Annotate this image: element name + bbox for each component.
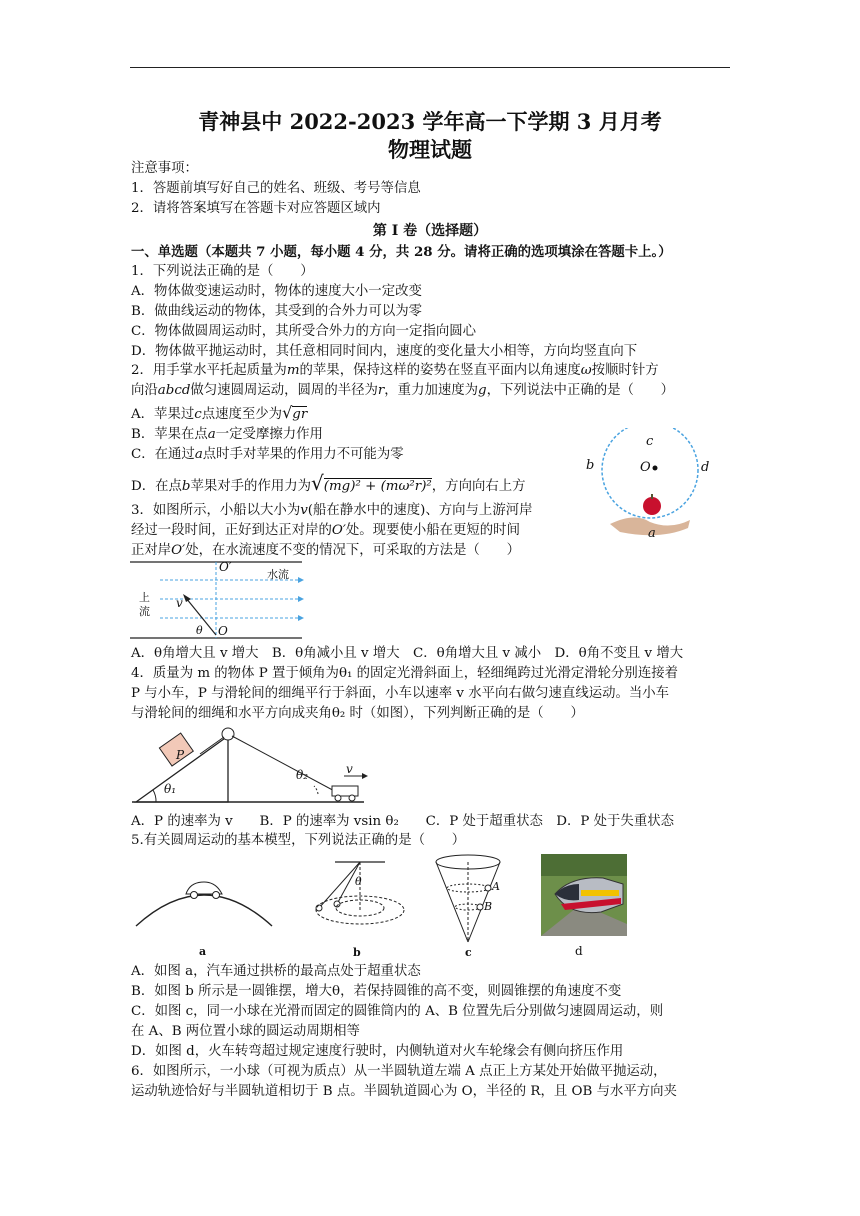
- label-upstream: 流: [139, 605, 150, 618]
- trees: [541, 854, 627, 876]
- symbol-m: m: [286, 363, 300, 378]
- flow-arrow-icon: [298, 615, 304, 621]
- sqrt-icon: √: [311, 471, 324, 495]
- text: D．在点: [131, 479, 182, 494]
- text: (船在静水中的速度)、方向与上游河岸: [307, 503, 533, 518]
- sqrt-icon: √: [282, 403, 293, 422]
- q6-line2: 运动轨迹恰好与半圆轨道相切于 B 点。半圆轨道圆心为 O，半径的 R，且 OB 与水平方向夹: [131, 1084, 677, 1099]
- wheel-icon: [191, 892, 198, 899]
- caption-a: a: [199, 945, 207, 958]
- flow-arrow-icon: [298, 577, 304, 583]
- q5-figure-a: [134, 868, 274, 928]
- caption-c: c: [465, 946, 472, 959]
- q5-option-c: C．如图 c，同一小球在光滑而固定的圆锥筒内的 A、B 位置先后分别做匀速圆周运动，则: [131, 1004, 664, 1019]
- apple-stem: [651, 494, 653, 499]
- symbol-g: g: [478, 383, 487, 398]
- text: B．苹果在点: [131, 427, 208, 442]
- q2-option-b: [131, 426, 323, 444]
- text: 苹果对手的作用力为: [190, 479, 312, 494]
- ball-icon: [485, 885, 491, 891]
- notice-item: 2．请将答案填写在答题卡对应答题区域内: [131, 201, 381, 216]
- label-theta: θ: [196, 624, 203, 637]
- q1-stem: 1．下列说法正确的是（ ）: [131, 264, 314, 279]
- q2-option-a: [131, 404, 307, 424]
- symbol-oprime: O′: [171, 543, 186, 558]
- cone-side: [436, 862, 468, 942]
- center-dot: [653, 466, 658, 471]
- symbol-a: a: [207, 427, 216, 442]
- angle-arc: [153, 790, 156, 802]
- velocity-arrow-icon: [183, 594, 191, 602]
- caption-d: d: [575, 944, 583, 958]
- label-o: O: [218, 624, 228, 638]
- text: 处。现要使小船在更短的时间: [345, 523, 520, 538]
- notice-item: 1．答题前填写好自己的姓名、班级、考号等信息: [131, 181, 421, 196]
- label-o: O: [640, 460, 651, 475]
- label-theta2: θ₂: [296, 768, 309, 782]
- q4-line3: 与滑轮间的细绳和水平方向成夹角θ₂ 时（如图），下列判断正确的是（ ）: [131, 706, 584, 721]
- text: 点时手对苹果的作用力不可能为零: [202, 447, 404, 462]
- label-p: P: [176, 748, 185, 762]
- q5-option-a: A．如图 a，汽车通过拱桥的最高点处于超重状态: [131, 964, 421, 979]
- q5-stem: 5.有关圆周运动的基本模型，下列说法正确的是（ ）: [131, 833, 466, 848]
- ball-icon: [477, 904, 483, 910]
- rope: [232, 736, 340, 794]
- text: 一定受摩擦力作用: [215, 427, 323, 442]
- text: A．苹果过: [131, 407, 195, 422]
- label-v: v: [176, 596, 183, 610]
- text: 2．用手掌水平托起质量为: [131, 363, 287, 378]
- label-b: b: [586, 458, 595, 473]
- q6-line1: 6．如图所示，一小球（可视为质点）从一半圆轨道左端 A 点正上方某处开始做平抛运动，: [131, 1064, 667, 1079]
- label-v: v: [346, 762, 353, 776]
- label-water: 水流: [267, 568, 289, 581]
- velocity-arrow-icon: [362, 773, 368, 779]
- label-c: c: [646, 434, 654, 449]
- symbol-b: b: [181, 479, 191, 494]
- label-oprime: O′: [219, 560, 232, 574]
- text: 向沿: [131, 383, 158, 398]
- train-stripe: [581, 890, 619, 896]
- q5-figure-c: [428, 852, 508, 946]
- q5-figure-b: [305, 858, 415, 938]
- caption-b: b: [353, 946, 361, 959]
- symbol-abcd: abcd: [157, 383, 191, 398]
- ball-icon: [316, 905, 322, 911]
- q3-options: A．θ角增大且 v 增大 B．θ角减小且 v 增大 C．θ角增大且 v 减小 D．θ角不变且 v 增大: [131, 646, 684, 661]
- symbol-c: c: [194, 407, 202, 422]
- text: ，方向向右上方: [431, 479, 526, 494]
- text: 经过一段时间，正好到达正对岸的: [131, 523, 332, 538]
- sqrt-gr: gr: [292, 407, 308, 422]
- text: 点速度至少为: [201, 407, 283, 422]
- q4-options: A．P 的速率为 v B．P 的速率为 vsin θ₂ C．P 处于超重状态 D．P 处于失重状态: [131, 814, 674, 829]
- apple-icon: [643, 497, 661, 515]
- notice-heading: 注意事项：: [131, 161, 198, 176]
- exam-subtitle: 物理试题: [388, 137, 472, 162]
- arch-bridge: [136, 895, 272, 926]
- exam-title: 青神县中 2022-2023 学年高一下学期 3 月月考: [198, 109, 662, 134]
- pulley-icon: [222, 728, 234, 740]
- q2-stem-line2: [131, 382, 674, 400]
- q2-option-d: [131, 471, 526, 496]
- q5-option-b: B．如图 b 所示是一圆锥摆，增大θ，若保持圆锥的高不变，则圆锥摆的角速度不变: [131, 984, 622, 999]
- formula: (mg)² + (mω²r)²: [323, 479, 432, 494]
- q2-stem-line1: [131, 362, 659, 380]
- q5-figure-d-train-photo: [541, 854, 627, 936]
- q4-line2: P 与小车，P 与滑轮间的细绳平行于斜面，小车以速率 v 水平向右做匀速直线运动。当小车: [131, 686, 670, 701]
- label-theta: θ: [355, 875, 362, 888]
- text: 做匀速圆周运动，圆周的半径为: [190, 383, 378, 398]
- q3-line2: [131, 522, 520, 540]
- text: 正对岸: [131, 543, 172, 558]
- text: ，重力加速度为: [384, 383, 479, 398]
- label-B: B: [484, 900, 493, 913]
- label-A: A: [492, 880, 500, 893]
- q5-option-d: D．如图 d，火车转弯超过规定速度行驶时，内侧轨道对火车轮缘会有侧向挤压作用: [131, 1044, 624, 1059]
- q1-option-b: B．做曲线运动的物体，其受到的合外力可以为零: [131, 304, 423, 319]
- label-d: d: [701, 460, 710, 475]
- label-a: a: [648, 526, 656, 541]
- wheel-icon: [335, 795, 341, 801]
- symbol-v: v: [300, 503, 308, 518]
- symbol-omega: ω: [580, 363, 592, 378]
- text: 按顺时针方: [591, 363, 659, 378]
- part-heading: 一、单选题（本题共 7 小题，每小题 4 分，共 28 分。请将正确的选项填涂在答题卡上。）: [131, 244, 672, 260]
- text: 的苹果，保持这样的姿势在竖直平面内以角速度: [299, 363, 581, 378]
- section-title: 第 I 卷（选择题）: [372, 223, 488, 239]
- flow-arrow-icon: [298, 596, 304, 602]
- q2-option-c: [131, 446, 404, 464]
- q4-line1: 4．质量为 m 的物体 P 置于倾角为θ₁ 的固定光滑斜面上，轻细绳跨过光滑定滑轮分别连接着: [131, 666, 678, 681]
- label-theta1: θ₁: [164, 782, 177, 796]
- wheel-icon: [213, 892, 220, 899]
- wheel-icon: [349, 795, 355, 801]
- rope: [200, 737, 224, 754]
- header-rule: [130, 67, 730, 68]
- symbol-oprime: O′: [331, 523, 346, 538]
- text: 处，在水流速度不变的情况下，可采取的方法是（ ）: [185, 543, 520, 558]
- q1-option-a: A．物体做变速运动时，物体的速度大小一定改变: [131, 284, 422, 299]
- text: ，下列说法中正确的是（ ）: [486, 383, 675, 398]
- label-upstream: 上: [139, 591, 150, 604]
- text: 3．如图所示，小船以大小为: [131, 503, 301, 518]
- q1-option-d: D．物体做平抛运动时，其任意相同时间内，速度的变化量大小相等，方向均竖直向下: [131, 344, 638, 359]
- text: C．在通过: [131, 447, 195, 462]
- symbol-r: r: [377, 383, 385, 398]
- q5-option-c-cont: 在 A、B 两位置小球的圆运动周期相等: [131, 1024, 360, 1039]
- cart-icon: [332, 786, 358, 796]
- q3-line1: [131, 502, 533, 520]
- angle-arc: [314, 786, 318, 794]
- symbol-a: a: [194, 447, 203, 462]
- q1-option-c: C．物体做圆周运动时，其所受合外力的方向一定指向圆心: [131, 324, 477, 339]
